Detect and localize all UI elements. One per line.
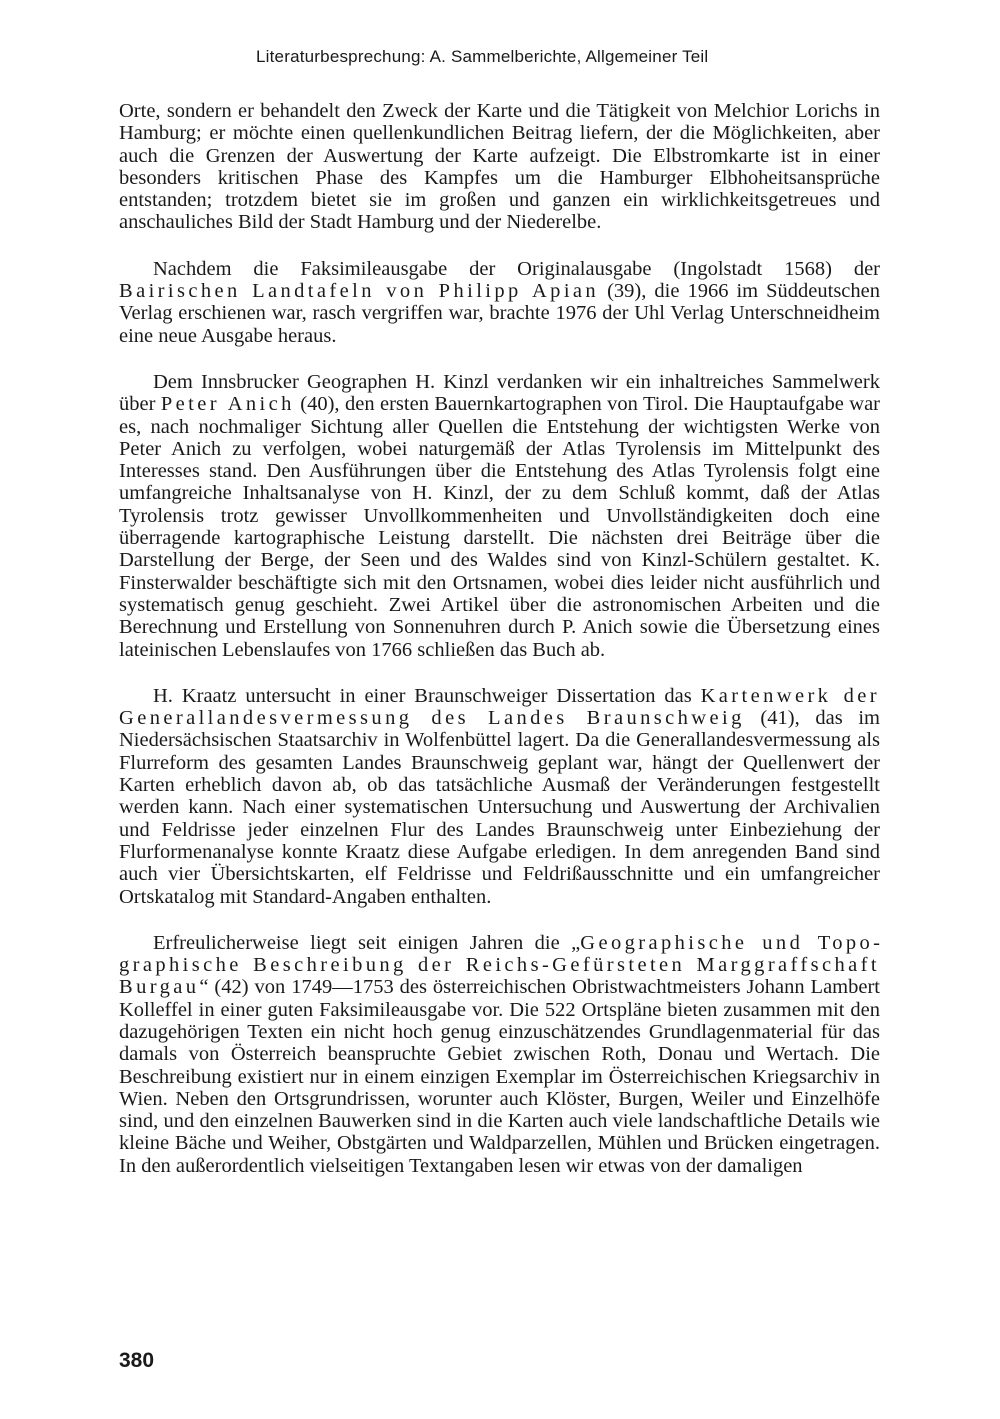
paragraph-text: (40), den ersten Bauernkartographen von Tirol. Die Hauptaufgabe war es, nach nochmaliger Sichtung aller Quellen die Entstehung der wichtigsten Werke von Peter Anich zu verfolgen, wobei naturgemäß der Atlas Tyrolensis im Mittelpunkt des Interesses stand. Den Ausführungen über die Entstehung des Atlas Tyrolensis folgt eine umfangreiche Inhaltsanalyse von H. Kinzl, der zu dem Schluß kommt, daß der Atlas Tyrolensis trotz gewisser Unvollkommenheiten und Unvollständigkeiten doch eine überragende kartographische Leistung darstellt. Die nächsten drei Beiträge über die Darstellung der Berge, der Seen und des Waldes sind von Kinzl-Schülern gestaltet. K. Finsterwalder beschäftigte sich mit den Ortsnamen, wobei dies leider nicht ausführlich und systematisch genug geschieht. Zwei Artikel über die astronomischen Arbeiten und die Berechnung und Erstellung von Sonnenuhren durch P. Anich sowie die Übersetzung eines lateinischen Lebenslaufes von 1766 schließen das Buch ab. [119, 393, 880, 661]
emphasized-title: Bairischen Landtafeln von Philipp Apian [119, 280, 600, 303]
paragraph-kraatz [119, 685, 880, 908]
paragraph-text: (41), das im Niedersächsischen Staatsarchiv in Wolfenbüttel lagert. Da die Generallandesvermessung als Flurreform des gesamten Landes Braunschweig geplant war, hängt der Quellenwert der Karten erheblich davon ab, ob das tatsächliche Ausmaß der Veränderungen festgestellt werden kann. Nach einer systematischen Untersuchung und Auswertung der Archivalien und Feldrisse jeder einzelnen Flur des Landes Braunschweig unter Einbeziehung der Flurformenanalyse konnte Kraatz diese Aufgabe erledigen. In dem anregenden Band sind auch vier Übersichtskarten, elf Feldrisse und Feldrißausschnitte und ein umfangreicher Ortskatalog mit Standard-Angaben enthalten. [119, 707, 880, 908]
page-number: 380 [119, 1349, 155, 1372]
paragraph-burgau [119, 932, 880, 1177]
body-text [119, 100, 880, 1177]
paragraph-text: Erfreulicherweise liegt seit einigen Jahren die „ [153, 931, 581, 954]
paragraph-anich [119, 371, 880, 661]
paragraph-text: “ (42) von 1749—1753 des österreichischen Obristwachtmeisters Johann Lambert Kolleffel in einer guten Faksimileausgabe vor. Die 522 Ortspläne bieten zusammen mit den dazugehörigen Texten ein nicht hoch genug einzuschätzendes Grundlagenmaterial für das damals von Österreich beanspruchte Gebiet zwischen Roth, Donau und Wertach. Die Beschreibung existiert nur in einem einzigen Exemplar im Österreichischen Kriegsarchiv in Wien. Neben den Ortsgrundrissen, worunter auch Klöster, Burgen, Weiler und Einzelhöfe sind, und den einzelnen Bauwerken sind in die Karten auch viele landschaftliche Details wie kleine Bäche und Weiher, Obstgärten und Waldparzellen, Mühlen und Brücken eingetragen. In den außerordentlich vielseitigen Textangaben lesen wir etwas von der damaligen [119, 976, 880, 1177]
paragraph-apian [119, 258, 880, 347]
paragraph-text: H. Kraatz untersucht in einer Braunschweiger Dissertation das [153, 684, 701, 707]
paragraph-text: Dem Innsbrucker Geographen H. Kinzl verdanken wir ein inhaltreiches Sammelwerk über [119, 370, 880, 416]
paragraph-text: (39), die 1966 im Süddeutschen Verlag erschienen war, rasch vergriffen war, brachte 1976 der Uhl Verlag Unterschneidheim eine neue Ausgabe heraus. [119, 280, 880, 347]
emphasized-title: Geographische und Topographische Beschreibung der Reichs-Gefürsteten Marggraffschaft Burgau [119, 931, 880, 999]
running-header: Literaturbesprechung: A. Sammelberichte, Allgemeiner Teil [256, 47, 709, 66]
emphasized-title: Peter Anich [160, 393, 295, 416]
emphasized-title: Kartenwerk der Generallandesvermessung des Landes Braunschweig [119, 684, 880, 730]
paragraph-elbstromkarte: Orte, sondern er behandelt den Zweck der Karte und die Tätigkeit von Melchior Lorichs in Hamburg; er möchte einen quellenkundlichen Beitrag liefern, der die Möglichkeiten, aber auch die Grenzen der Auswertung der Karte aufzeigt. Die Elbstromkarte ist in einer besonders kritischen Phase des Kampfes um die Hamburger Elbhoheitsansprüche entstanden; trotzdem bietet sie im großen und ganzen ein wirklichkeitsgetreues und anschauliches Bild der Stadt Hamburg und der Niederelbe. [119, 100, 880, 234]
paragraph-text: Nachdem die Faksimileausgabe der Originalausgabe (Ingolstadt 1568) der [153, 257, 880, 280]
